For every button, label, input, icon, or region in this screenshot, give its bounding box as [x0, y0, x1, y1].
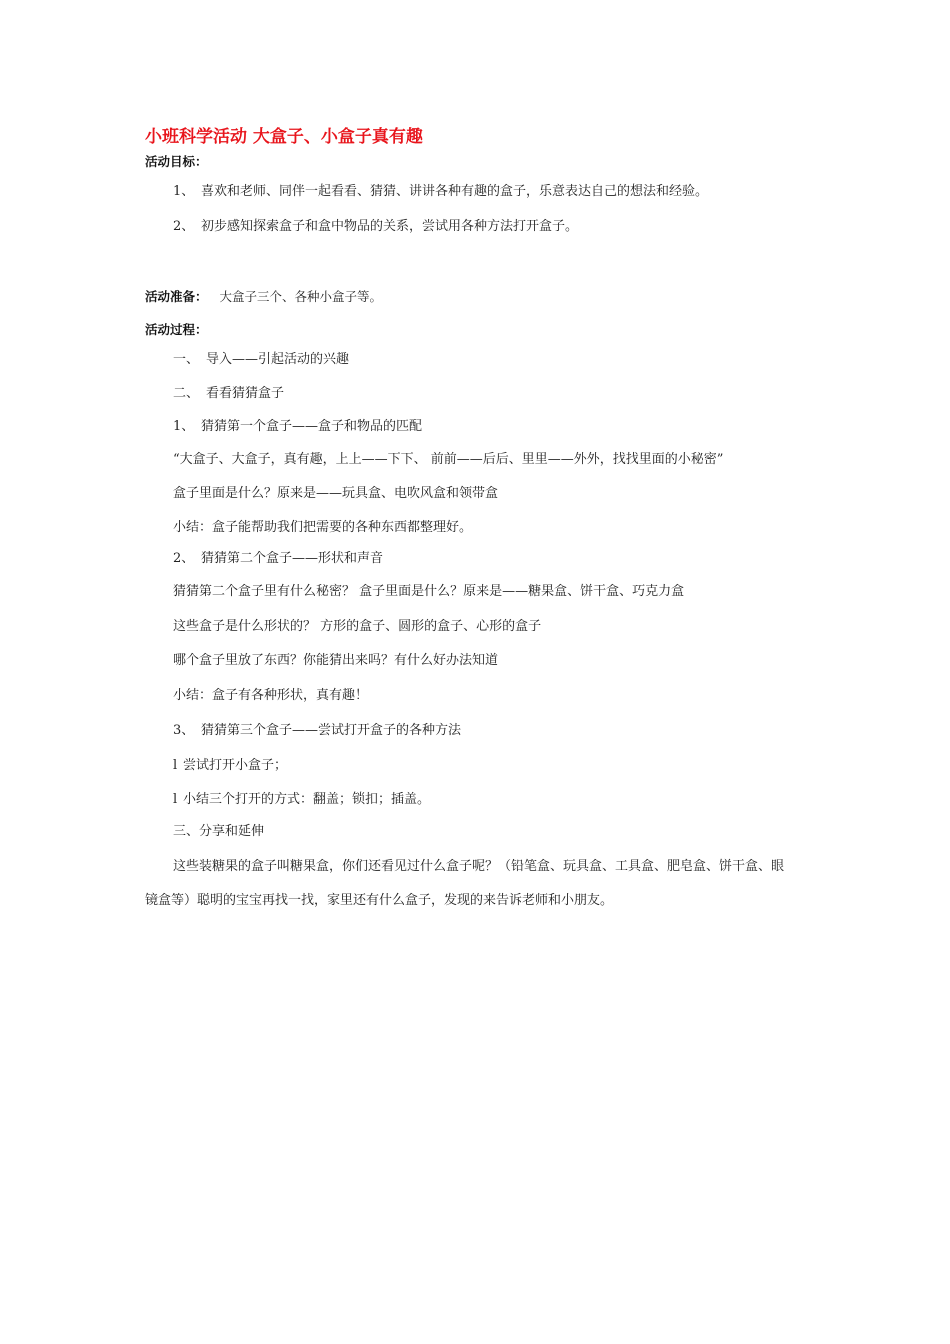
step-3 — [173, 721, 461, 741]
step-text: 猜猜第二个盒子——形状和声音 — [201, 551, 384, 566]
step-text: 猜猜第一个盒子——盒子和物品的匹配 — [201, 419, 423, 434]
bullet-text: 尝试打开小盒子； — [183, 758, 288, 773]
chant-line: “大盒子、大盒子，真有趣，上上——下下、 前前——后后、里里——外外，找找里面的小秘密” — [173, 452, 724, 467]
section-number: 二、 — [173, 386, 200, 401]
goal-item-number: 2、 — [173, 219, 195, 234]
paragraph-line: 盒子里面是什么？原来是——玩具盒、电吹风盒和领带盒 — [173, 486, 499, 501]
bullet-text: 小结三个打开的方式：翻盖；锁扣；插盖。 — [183, 792, 431, 807]
bullet-item — [173, 756, 287, 776]
paragraph-line: 镜盒等）聪明的宝宝再找一找，家里还有什么盒子，发现的来告诉老师和小朋友。 — [145, 893, 614, 908]
section-text: 导入——引起活动的兴趣 — [206, 352, 350, 367]
goal-item-text: 喜欢和老师、同伴一起看看、猜猜、讲讲各种有趣的盒子，乐意表达自己的想法和经验。 — [201, 184, 709, 199]
goals-heading: 活动目标： — [145, 154, 208, 169]
prep-text: 大盒子三个、各种小盒子等。 — [219, 289, 383, 304]
goal-item-1 — [173, 182, 708, 202]
section-3: 三、分享和延伸 — [173, 824, 265, 839]
goal-item-number: 1、 — [173, 184, 195, 199]
section-text: 看看猜猜盒子 — [206, 386, 285, 401]
bullet-item — [173, 790, 430, 810]
goal-item-text: 初步感知探索盒子和盒中物品的关系，尝试用各种方法打开盒子。 — [201, 219, 579, 234]
goal-item-2 — [173, 217, 578, 237]
process-heading: 活动过程： — [145, 322, 208, 337]
step-2 — [173, 549, 383, 569]
section-2 — [173, 384, 284, 404]
bullet-marker: l — [173, 792, 178, 807]
summary-line: 小结：盒子能帮助我们把需要的各种东西都整理好。 — [173, 520, 473, 535]
prep-line — [145, 287, 382, 307]
section-number: 一、 — [173, 352, 200, 367]
step-number: 1、 — [173, 419, 195, 434]
summary-line: 小结：盒子有各种形状，真有趣！ — [173, 688, 369, 703]
paragraph-line: 猜猜第二个盒子里有什么秘密？ 盒子里面是什么？原来是——糖果盒、饼干盒、巧克力盒 — [173, 584, 685, 599]
step-number: 3、 — [173, 723, 195, 738]
prep-heading: 活动准备： — [145, 289, 208, 304]
document-title: 小班科学活动 大盒子、小盒子真有趣 — [145, 127, 423, 147]
step-1 — [173, 417, 422, 437]
paragraph-line: 这些装糖果的盒子叫糖果盒，你们还看见过什么盒子呢？（铅笔盒、玩具盒、工具盒、肥皂盒、饼干盒、眼 — [173, 859, 785, 874]
section-1 — [173, 350, 349, 370]
step-text: 猜猜第三个盒子——尝试打开盒子的各种方法 — [201, 723, 462, 738]
step-number: 2、 — [173, 551, 195, 566]
bullet-marker: l — [173, 758, 178, 773]
paragraph-line: 哪个盒子里放了东西？你能猜出来吗？有什么好办法知道 — [173, 653, 499, 668]
paragraph-line: 这些盒子是什么形状的？ 方形的盒子、圆形的盒子、心形的盒子 — [173, 619, 542, 634]
